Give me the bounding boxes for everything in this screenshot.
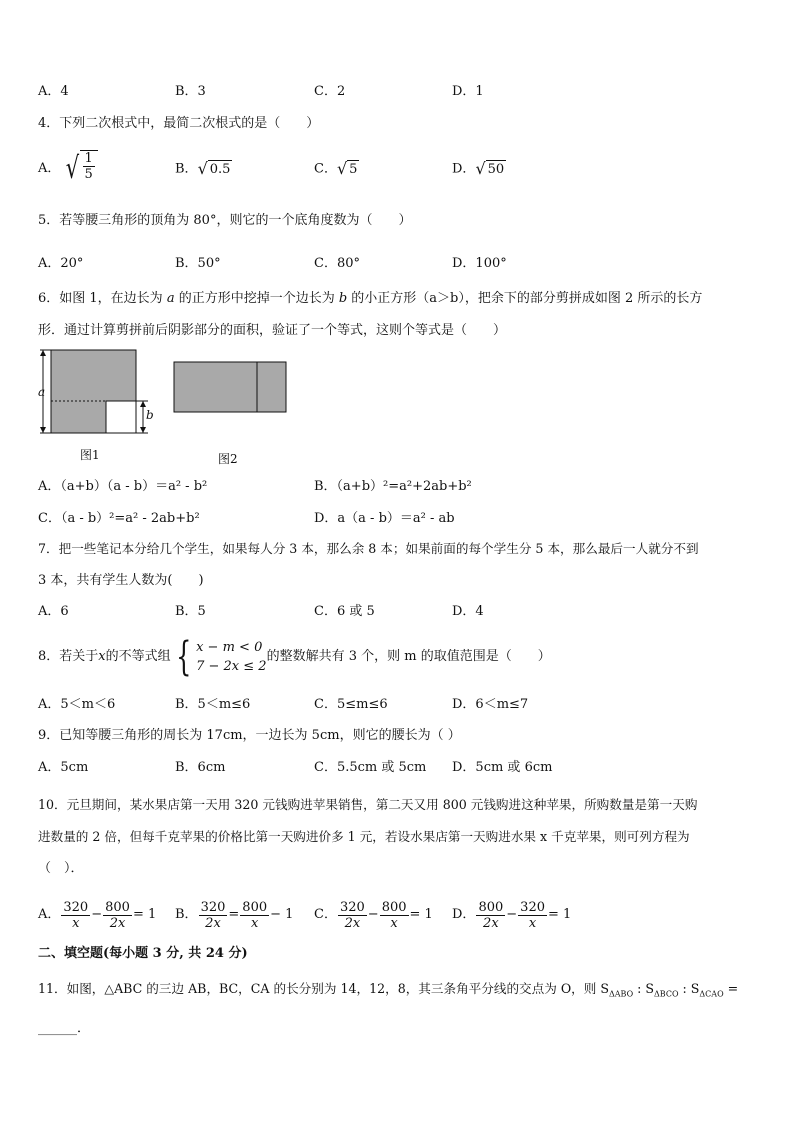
arrow-up-icon [40,350,46,356]
q6-stem-line2: 形．通过计算剪拼前后阴影部分的面积，验证了一个等式，这则个等式是（ ） [38,323,507,338]
q11-answer-blank[interactable]: ______． [38,1021,91,1036]
q8-option-b: B．5＜m≤6 [175,697,251,712]
q8-option-d: D．6＜m≤7 [452,697,529,712]
q3-option-a: A．4 [38,84,69,99]
q4-option-c-label: C． [314,161,337,177]
q4-option-a [38,148,98,190]
q6-option-a: A．（a+b）（a - b）＝a² - b² [38,479,208,494]
q4-a-numerator: 1 [84,151,93,166]
q5-option-c: C．80° [314,256,360,271]
fig2-caption: 图2 [218,452,238,466]
q4-d-radicand: 50 [487,162,505,177]
q8-option-c: C．5≤m≤6 [314,697,388,712]
q7-option-d: D．4 [452,604,484,619]
q6-figure-1 [32,345,162,440]
q3-option-b: B．3 [175,84,206,99]
section-2-title: 二、填空题(每小题 3 分, 共 24 分) [38,946,248,961]
q3-option-c: C．2 [314,84,346,99]
q8-inequality-2: 7 − 2x ≤ 2 [196,659,267,674]
q4-option-b [175,160,232,179]
q10-stem-line3: （ ）． [38,861,84,876]
q7-stem-line1: 7．把一些笔记本分给几个学生，如果每人分 3 本，那么余 8 本；如果前面的每个学生分 5 本，那么最后一人就分不到 [38,541,699,556]
q7-option-c: C．6 或 5 [314,604,375,619]
q10-option-c: C． $\frac{320}{2x}$ − $\frac{800}{x}$ = 1 [314,899,433,931]
radical-sign-icon: √ [66,151,80,186]
q9-option-b: B．6cm [175,760,226,775]
radical-sign-icon: √ [475,159,486,178]
q5-option-d: D．100° [452,256,507,271]
arrow-down-icon [140,427,146,433]
fig1-label-b: b [146,408,154,422]
q4-option-b-label: B． [175,161,198,177]
q7-option-a: A．6 [38,604,69,619]
brace-icon: { [175,634,192,680]
q4-c-radicand: 5 [349,162,358,177]
q4-a-denominator: 5 [84,167,93,182]
q6-option-b: B．（a+b）²=a²+2ab+b² [314,479,472,494]
q7-option-b: B．5 [175,604,206,619]
radical-sign-icon: √ [197,159,208,178]
q9-option-c: C．5.5cm 或 5cm [314,760,427,775]
q10-option-a: A． $\frac{320}{x}$ − $\frac{800}{2x}$ = 1 [38,899,157,931]
q9-option-a: A．5cm [38,760,89,775]
q10-option-d: D． $\frac{800}{2x}$ − $\frac{320}{x}$ = 1 [452,899,572,931]
q4-option-a-radical [60,150,97,188]
q4-stem: 4．下列二次根式中，最简二次根式的是（ ） [38,116,320,131]
q6-option-d: D．a（a - b）＝a² - ab [314,511,455,526]
fig1-caption: 图1 [80,448,100,462]
q11-stem: 11．如图，△ABC 的三边 AB，BC，CA 的长分别为 14，12，8，其三条角平分线的交点为 O，则 $S_{\Delta ABO}$ : $S_{\Delta BCO}$ : $S_{\Delta CAO}$ = [38,981,739,999]
arrow-down-icon [40,427,46,433]
q10-stem-line2: 进数量的 2 倍，但每千克苹果的价格比第一天购进价多 1 元，若设水果店第一天购进水果 x 千克苹果，则可列方程为 [38,829,690,844]
q6-option-c: C．（a - b）²=a² - 2ab+b² [38,511,200,526]
q5-option-b: B．50° [175,256,221,271]
q9-option-d: D．5cm 或 6cm [452,760,553,775]
q4-option-a-label: A． [38,161,61,176]
q8-inequality-system [171,636,267,678]
q8-option-a: A．5＜m＜6 [38,697,116,712]
q8-inequality-1: x − m < 0 [196,640,263,655]
rectangle [174,362,286,412]
q9-stem: 9．已知等腰三角形的周长为 17cm，一边长为 5cm，则它的腰长为（ ） [38,728,461,743]
q6-figure-2 [172,360,290,414]
q5-stem: 5．若等腰三角形的顶角为 80°，则它的一个底角度数为（ ） [38,213,412,228]
q4-b-radicand: 0.5 [209,162,231,177]
q4-option-d-label: D． [452,161,476,177]
q7-stem-line2: 3 本，共有学生人数为( ) [38,573,204,588]
q4-option-c [314,160,359,179]
arrow-up-icon [140,401,146,407]
radical-sign-icon: √ [336,159,348,178]
q6-stem-line1: 6．如图 1，在边长为 a 的正方形中挖掉一个边长为 b 的小正方形（a＞b），把余下的部分剪拼成如图 2 所示的长方 [38,291,703,306]
fig1-label-a: a [38,385,46,399]
q3-option-d: D．1 [452,84,484,99]
q10-stem-line1: 10．元旦期间，某水果店第一天用 320 元钱购进苹果销售，第二天又用 800 元钱购进这种苹果，所购数量是第一天购 [38,797,698,812]
q4-option-d [452,160,506,179]
cut-small-square [106,401,136,433]
q5-option-a: A．20° [38,256,84,271]
q8-stem: 8．若关于 x 的不等式组 { x − m < 0 7 − 2x ≤ 2 的整数解共有 3 个，则 m 的取值范围是（ ） [38,634,551,680]
q10-option-b: B． $\frac{320}{2x}$ = $\frac{800}{x}$ − 1 [175,899,294,931]
